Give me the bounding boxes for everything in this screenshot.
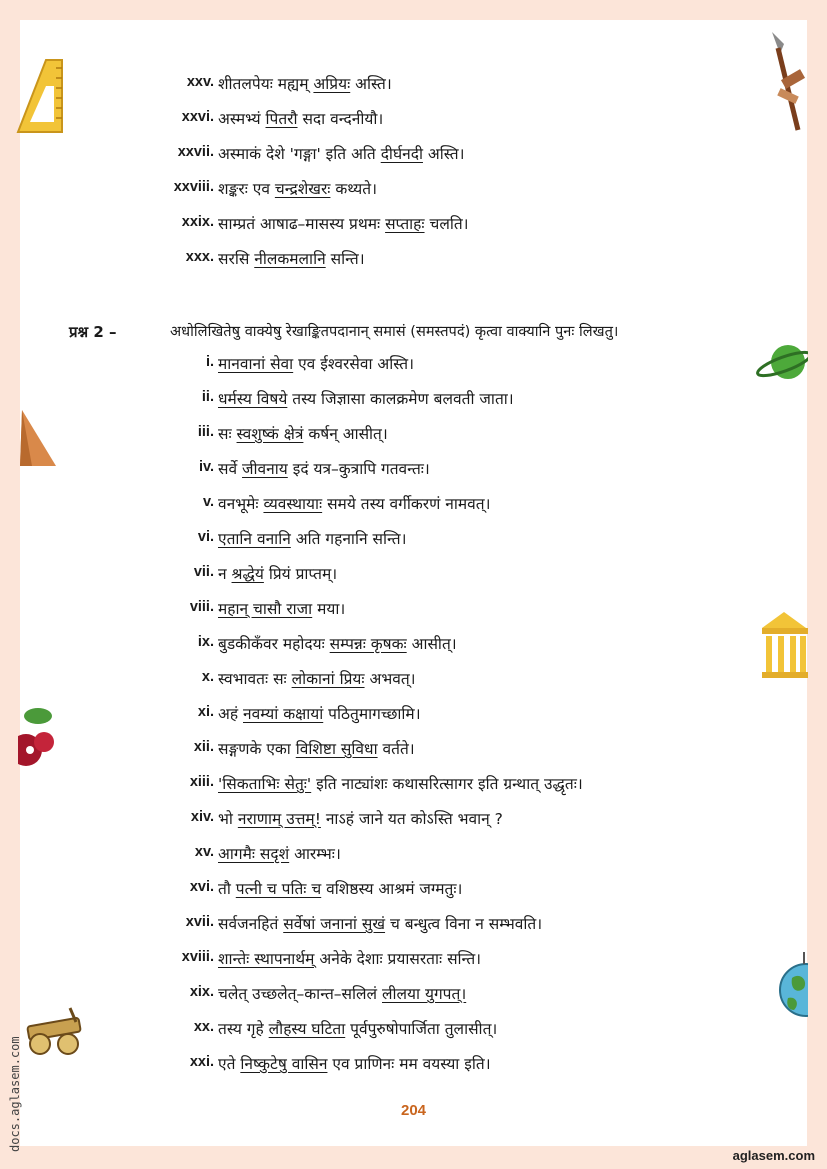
item-number: ii. <box>201 389 214 405</box>
sentence-text: सदा वन्दनीयौ। <box>297 110 384 128</box>
item-sentence <box>218 912 542 934</box>
list-item <box>20 803 807 835</box>
list-item <box>20 208 807 240</box>
sentence-text: पठितुमागच्छामि। <box>323 705 421 723</box>
item-number: xxix. <box>181 214 214 230</box>
list-item <box>20 523 807 555</box>
sentence-text: सङ्गणके एका <box>218 740 296 758</box>
list-item <box>20 1013 807 1045</box>
item-number: iv. <box>198 459 214 475</box>
question-label: प्रश्न 2 – <box>69 323 117 341</box>
list-item <box>20 733 807 765</box>
item-sentence <box>218 72 392 94</box>
underlined-phrase: एतानि वनानि <box>218 530 291 548</box>
sentence-text: आसीत्। <box>406 635 457 653</box>
underlined-phrase: श्रद्धेयं <box>231 565 264 583</box>
list-item <box>20 698 807 730</box>
sentence-text: चलेत् उच्छलेत्–कान्त–सलिलं <box>218 985 382 1003</box>
sentence-text: नाऽहं जाने यत कोऽस्ति भवान् ? <box>320 810 503 828</box>
sentence-text: एव प्राणिनः मम वयस्या इति। <box>327 1055 491 1073</box>
sentence-text: वशिष्ठस्य आश्रमं जग्मतुः। <box>321 880 463 898</box>
underlined-phrase: मानवानां सेवा <box>218 355 294 373</box>
item-sentence <box>218 667 416 689</box>
sentence-text: अस्मभ्यं <box>218 110 266 128</box>
underlined-phrase: नवम्यां कक्षायां <box>243 705 324 723</box>
item-sentence <box>218 457 430 479</box>
sentence-text: सन्ति। <box>325 250 365 268</box>
item-number: i. <box>205 354 214 370</box>
item-sentence <box>218 142 465 164</box>
item-number: xvii. <box>185 914 214 930</box>
item-sentence <box>218 107 383 129</box>
item-sentence <box>218 632 457 654</box>
underlined-phrase: धर्मस्य विषये <box>218 390 288 408</box>
item-number: xx. <box>193 1019 214 1035</box>
item-number: xix. <box>189 984 214 1000</box>
page-number: 204 <box>400 1102 427 1119</box>
underlined-phrase: महान् चासौ राजा <box>218 600 313 618</box>
item-number: xii. <box>193 739 214 755</box>
item-sentence <box>218 387 514 409</box>
item-sentence <box>218 352 414 374</box>
item-number: xxv. <box>186 74 214 90</box>
sentence-text: अस्ति। <box>350 75 392 93</box>
item-sentence <box>218 702 421 724</box>
item-sentence <box>218 422 388 444</box>
sentence-text: प्रियं प्राप्तम्। <box>263 565 338 583</box>
sentence-text: साम्प्रतं आषाढ–मासस्य प्रथमः <box>218 215 386 233</box>
list-item <box>20 68 807 100</box>
site-name: aglasem.com <box>732 1148 815 1163</box>
underlined-phrase: अप्रियः <box>313 75 351 93</box>
list-item <box>20 488 807 520</box>
item-number: xxx. <box>185 249 214 265</box>
list-item <box>20 453 807 485</box>
question-2 <box>20 316 807 348</box>
sentence-text: अति गहनानि सन्ति। <box>290 530 407 548</box>
list-item <box>20 243 807 275</box>
sentence-text: स्वभावतः सः <box>218 670 292 688</box>
watermark-text: docs.aglasem.com <box>8 1036 22 1152</box>
sentence-text: सर्वे <box>218 460 243 478</box>
sentence-text: एते <box>218 1055 241 1073</box>
item-sentence <box>218 492 490 514</box>
item-number: xi. <box>197 704 214 720</box>
underlined-phrase: दीर्घनदी <box>380 145 423 163</box>
item-sentence <box>218 947 481 969</box>
list-item <box>20 943 807 975</box>
item-number: viii. <box>189 599 214 615</box>
list-item <box>20 138 807 170</box>
list-item <box>20 1048 807 1080</box>
underlined-phrase: नराणाम् उत्तम्! <box>237 810 321 828</box>
item-sentence <box>218 247 365 269</box>
item-sentence <box>218 597 345 619</box>
list-item <box>20 908 807 940</box>
list-item <box>20 593 807 625</box>
sentence-text: मया। <box>312 600 346 618</box>
sentence-text: वनभूमेः <box>218 495 264 513</box>
sentence-text: शीतलपेयः मह्यम् <box>218 75 314 93</box>
item-sentence <box>218 737 415 759</box>
sentence-text: आरम्भः। <box>289 845 341 863</box>
document-page <box>20 20 807 1146</box>
sentence-text: कर्षन् आसीत्। <box>303 425 388 443</box>
list-item <box>20 418 807 450</box>
item-number: xxi. <box>189 1054 214 1070</box>
list-item <box>20 348 807 380</box>
underlined-phrase: चन्द्रशेखरः <box>274 180 331 198</box>
item-sentence <box>218 177 377 199</box>
sentence-text: तौ <box>218 880 236 898</box>
sentence-text: अस्माकं देशे 'गङ्गा' इति अति <box>218 145 381 163</box>
sentence-text: तस्य जिज्ञासा कालक्रमेण बलवती जाता। <box>287 390 514 408</box>
item-number: xxvii. <box>177 144 214 160</box>
question-instruction: अधोलिखितेषु वाक्येषु रेखाङ्कितपदानान् समासं (समस्तपदं) कृत्वा वाक्यानि पुनः लिखतु। <box>170 323 619 340</box>
list-item <box>20 838 807 870</box>
item-number: xiii. <box>189 774 214 790</box>
underlined-phrase: व्यवस्थायाः <box>263 495 323 513</box>
list-item <box>20 873 807 905</box>
item-number: iii. <box>197 424 214 440</box>
sentence-text: सः <box>218 425 237 443</box>
item-number: ix. <box>197 634 214 650</box>
sentence-text: वर्तते। <box>377 740 415 758</box>
item-sentence <box>218 1017 497 1039</box>
sentence-text: अस्ति। <box>422 145 465 163</box>
item-sentence <box>218 982 466 1004</box>
list-item <box>20 558 807 590</box>
underlined-phrase: पितरौ <box>265 110 298 128</box>
item-number: xxvi. <box>181 109 214 125</box>
list-item <box>20 768 807 800</box>
sentence-text: पूर्वपुरुषोपार्जिता तुलासीत्। <box>345 1020 498 1038</box>
underlined-phrase: निष्कुटेषु वासिन <box>240 1055 328 1073</box>
item-number: xviii. <box>181 949 214 965</box>
underlined-phrase: पत्नी च पतिः च <box>235 880 322 898</box>
sentence-text: अहं <box>218 705 243 723</box>
underlined-phrase: स्वशुष्कं क्षेत्रं <box>236 425 304 443</box>
underlined-phrase: शान्तेः स्थापनार्थम् <box>218 950 315 968</box>
underlined-phrase: सप्ताहः <box>385 215 425 233</box>
item-number: vii. <box>193 564 214 580</box>
watermark <box>2 1000 22 1160</box>
sentence-text: अनेके देशाः प्रयासरताः सन्ति। <box>314 950 482 968</box>
underlined-phrase: नीलकमलानि <box>254 250 326 268</box>
list-item <box>20 103 807 135</box>
item-sentence <box>218 212 469 234</box>
sentence-text: भो <box>218 810 238 828</box>
item-sentence <box>218 527 406 549</box>
sentence-text: च बन्धुत्व विना न सम्भवति। <box>385 915 543 933</box>
sentence-text: शङ्करः एव <box>218 180 275 198</box>
underlined-phrase: जीवनाय <box>242 460 288 478</box>
item-sentence <box>218 842 341 864</box>
item-sentence <box>218 1052 491 1074</box>
item-number: xiv. <box>190 809 214 825</box>
underlined-phrase: लौहस्य घटिता <box>268 1020 346 1038</box>
sentence-text: सर्वजनहितं <box>218 915 284 933</box>
underlined-phrase: विशिष्टा सुविधा <box>295 740 378 758</box>
item-number: x. <box>201 669 214 685</box>
sentence-text: सरसि <box>218 250 255 268</box>
item-number: xv. <box>194 844 214 860</box>
sentence-text: एव ईश्वरसेवा अस्ति। <box>293 355 415 373</box>
item-number: xxviii. <box>173 179 214 195</box>
item-sentence <box>218 807 503 829</box>
sentence-text: चलति। <box>424 215 469 233</box>
underlined-phrase: लीलया युगपत्। <box>382 985 467 1003</box>
sentence-text: कथ्यते। <box>330 180 377 198</box>
list-item <box>20 383 807 415</box>
sentence-text: तस्य गृहे <box>218 1020 269 1038</box>
item-number: v. <box>202 494 214 510</box>
underlined-phrase: लोकानां प्रियः <box>291 670 365 688</box>
underlined-phrase: 'सिकताभिः सेतुः' <box>218 775 312 793</box>
underlined-phrase: सम्पन्नः कृषकः <box>329 635 407 653</box>
list-item <box>20 173 807 205</box>
sentence-text: इदं यत्र–कुत्रापि गतवन्तः। <box>287 460 430 478</box>
item-sentence <box>218 877 462 899</box>
list-item <box>20 628 807 660</box>
list-item <box>20 978 807 1010</box>
item-number: xvi. <box>189 879 214 895</box>
sentence-text: न <box>218 565 232 583</box>
sentence-text: समये तस्य वर्गीकरणं नामवत्। <box>322 495 491 513</box>
underlined-phrase: सर्वेषां जनानां सुखं <box>283 915 386 933</box>
item-sentence <box>218 772 583 794</box>
list-item <box>20 663 807 695</box>
sentence-text: इति नाट्यांशः कथासरित्सागर इति ग्रन्थात् उद्धृतः। <box>311 775 583 793</box>
sentence-text: अभवत्। <box>364 670 416 688</box>
sentence-text: बुडकीकँवर महोदयः <box>218 635 330 653</box>
item-sentence <box>218 562 337 584</box>
underlined-phrase: आगमैः सदृशं <box>218 845 290 863</box>
item-number: vi. <box>197 529 214 545</box>
